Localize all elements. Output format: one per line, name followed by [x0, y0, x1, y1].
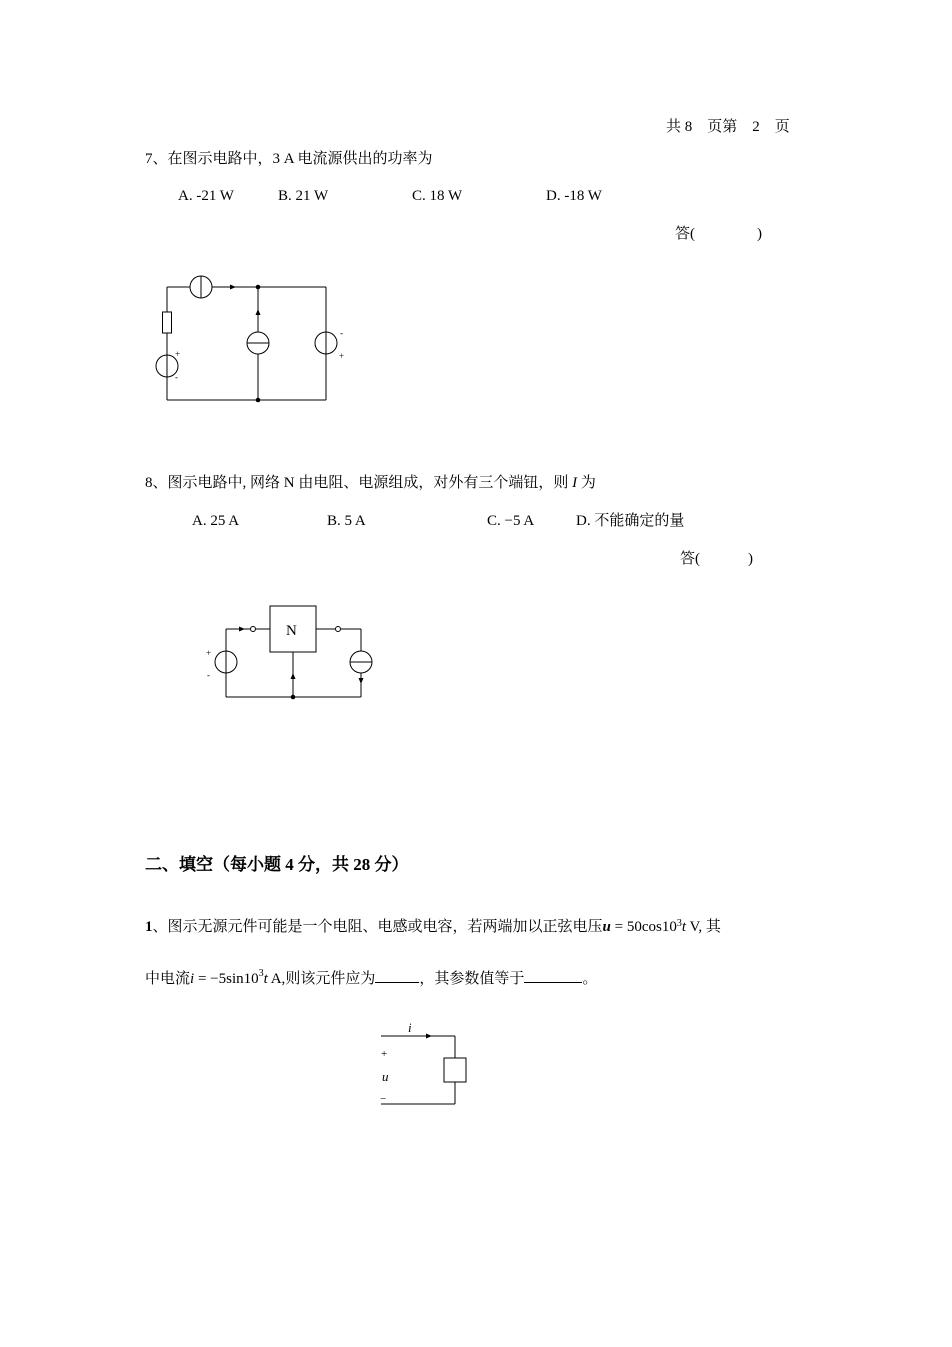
f1-line2-mid: 则该元件应为 — [285, 971, 376, 987]
q7-right-source-plus: + — [339, 351, 345, 361]
f1-line2-end: 。 — [582, 971, 598, 987]
f1-i-formula: = −5sin10 — [194, 971, 259, 987]
f1-i-var: i — [190, 971, 195, 987]
q8-option-c: C. −5 A — [487, 513, 535, 529]
section2-heading: 二、填空（每小题 4 分，共 28 分） — [145, 855, 409, 874]
q8-option-b: B. 5 A — [327, 513, 366, 529]
q7-option-c: C. 18 W — [412, 188, 463, 204]
f1-fig-i: i — [408, 1020, 412, 1035]
q8-answer-open: 答( — [680, 551, 700, 567]
q7-answer-open: 答( — [675, 226, 695, 242]
f1-i-unit: A, — [267, 971, 286, 987]
q8-source-minus: - — [207, 670, 210, 680]
f1-line1-text: 、图示无源元件可能是一个电阻、电感或电容，若两端加以正弦电压 — [152, 919, 603, 935]
q7-answer-close: ) — [757, 226, 762, 242]
f1-i-exponent: 3 — [258, 968, 264, 979]
f1-number: 1 — [145, 919, 153, 935]
q8-stem-text-a: 8、图示电路中, 网络 N 由电阻、电源组成，对外有三个端钮，则 — [145, 475, 573, 491]
q7-option-b: B. 21 W — [278, 188, 329, 204]
q8-stem-text-b: 为 — [577, 475, 596, 491]
q8-option-d: D. 不能确定的量 — [576, 513, 685, 529]
q7-stem: 7、在图示电路中，3 A 电流源供出的功率为 — [145, 151, 433, 167]
f1-current-arrow — [426, 1034, 432, 1039]
q8-stem-var: I — [572, 475, 578, 491]
f1-fig-u: u — [382, 1069, 389, 1084]
page-info: 共 8 页第 2 页 — [666, 119, 790, 135]
f1-u-t: t — [681, 919, 686, 935]
f1-fig-minus: − — [380, 1093, 387, 1105]
q7-left-source-plus: + — [175, 349, 181, 359]
f1-u-formula: = 50cos10 — [610, 919, 677, 935]
q8-block-label: N — [286, 623, 297, 639]
f1-u-exponent: 3 — [676, 918, 682, 929]
q7-option-a: A. -21 W — [178, 188, 234, 204]
f1-i-t: t — [263, 971, 268, 987]
q7-left-source-minus: - — [175, 372, 178, 382]
q8-option-a: A. 25 A — [192, 513, 240, 529]
f1-line2-mid2: ，其参数值等于 — [419, 971, 525, 987]
f1-line2-pre: 中电流 — [145, 971, 191, 987]
f1-element-box — [444, 1058, 466, 1082]
q7-option-d: D. -18 W — [546, 188, 602, 204]
q8-source-plus: + — [206, 648, 212, 658]
q8-answer-close: ) — [748, 551, 753, 567]
f1-fig-plus: + — [381, 1048, 388, 1060]
q7-right-source-minus: - — [340, 328, 343, 338]
f1-line1-tail: V, 其 — [686, 919, 721, 935]
f1-u-var: u — [602, 919, 611, 935]
